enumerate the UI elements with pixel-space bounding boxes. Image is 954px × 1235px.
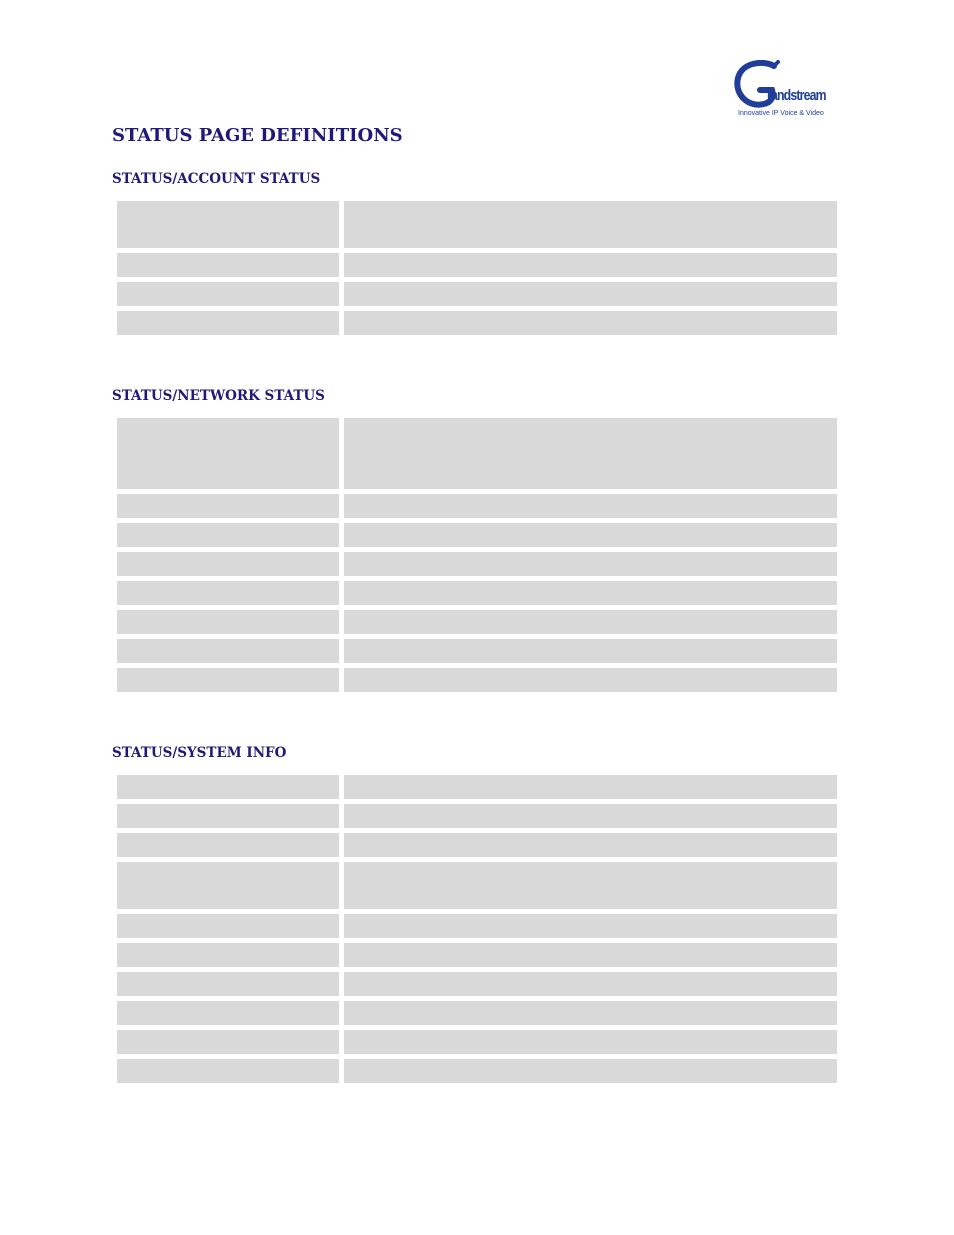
table-cell-key xyxy=(117,914,339,938)
table-cell-key xyxy=(117,804,339,828)
table-cell-value xyxy=(344,833,837,857)
table-cell-key xyxy=(117,201,339,248)
table-cell-value xyxy=(344,581,837,605)
table-cell-value xyxy=(344,282,837,306)
table-cell-value xyxy=(344,311,837,335)
table-cell-key xyxy=(117,311,339,335)
table-cell-value xyxy=(344,1059,837,1083)
table-row xyxy=(117,862,837,909)
system-info-table xyxy=(117,775,837,1088)
table-cell-value xyxy=(344,914,837,938)
table-cell-value xyxy=(344,639,837,663)
table-cell-value xyxy=(344,668,837,692)
table-cell-key xyxy=(117,523,339,547)
table-cell-key xyxy=(117,862,339,909)
account-status-table xyxy=(117,201,837,340)
logo-tagline: Innovative IP Voice & Video xyxy=(738,110,824,117)
table-cell-key xyxy=(117,943,339,967)
table-cell-value xyxy=(344,943,837,967)
table-cell-value xyxy=(344,610,837,634)
section-heading-system-info: STATUS/SYSTEM INFO xyxy=(112,745,287,761)
table-cell-key xyxy=(117,581,339,605)
table-row xyxy=(117,581,837,605)
table-row xyxy=(117,914,837,938)
logo-g-mark-icon xyxy=(734,60,794,112)
table-row xyxy=(117,282,837,306)
table-cell-key xyxy=(117,610,339,634)
table-row xyxy=(117,610,837,634)
table-cell-key xyxy=(117,668,339,692)
section-heading-account-status: STATUS/ACCOUNT STATUS xyxy=(112,171,321,187)
table-row xyxy=(117,1059,837,1083)
table-cell-key xyxy=(117,282,339,306)
table-row xyxy=(117,1030,837,1054)
table-cell-key xyxy=(117,639,339,663)
page-title: STATUS PAGE DEFINITIONS xyxy=(112,125,403,146)
table-cell-key xyxy=(117,253,339,277)
table-row xyxy=(117,1001,837,1025)
table-row xyxy=(117,668,837,692)
network-status-table xyxy=(117,418,837,697)
table-cell-key xyxy=(117,1030,339,1054)
table-row xyxy=(117,639,837,663)
table-cell-value xyxy=(344,775,837,799)
table-cell-value xyxy=(344,494,837,518)
table-row xyxy=(117,833,837,857)
table-cell-value xyxy=(344,804,837,828)
table-row xyxy=(117,804,837,828)
table-cell-key xyxy=(117,552,339,576)
table-cell-value xyxy=(344,1030,837,1054)
table-cell-key xyxy=(117,418,339,489)
table-row xyxy=(117,775,837,799)
logo-wordmark: randstream xyxy=(767,87,826,104)
table-row xyxy=(117,943,837,967)
table-cell-value xyxy=(344,523,837,547)
table-cell-value xyxy=(344,552,837,576)
table-row xyxy=(117,201,837,248)
table-cell-value xyxy=(344,253,837,277)
table-cell-key xyxy=(117,1001,339,1025)
table-row xyxy=(117,418,837,489)
table-cell-value xyxy=(344,1001,837,1025)
table-cell-key xyxy=(117,775,339,799)
table-cell-key xyxy=(117,494,339,518)
table-cell-key xyxy=(117,833,339,857)
table-row xyxy=(117,253,837,277)
table-row xyxy=(117,494,837,518)
table-cell-value xyxy=(344,862,837,909)
table-row xyxy=(117,523,837,547)
table-cell-key xyxy=(117,1059,339,1083)
grandstream-logo xyxy=(734,60,838,120)
table-cell-key xyxy=(117,972,339,996)
table-row xyxy=(117,972,837,996)
table-row xyxy=(117,311,837,335)
table-row xyxy=(117,552,837,576)
table-cell-value xyxy=(344,201,837,248)
table-cell-value xyxy=(344,418,837,489)
section-heading-network-status: STATUS/NETWORK STATUS xyxy=(112,388,325,404)
table-cell-value xyxy=(344,972,837,996)
